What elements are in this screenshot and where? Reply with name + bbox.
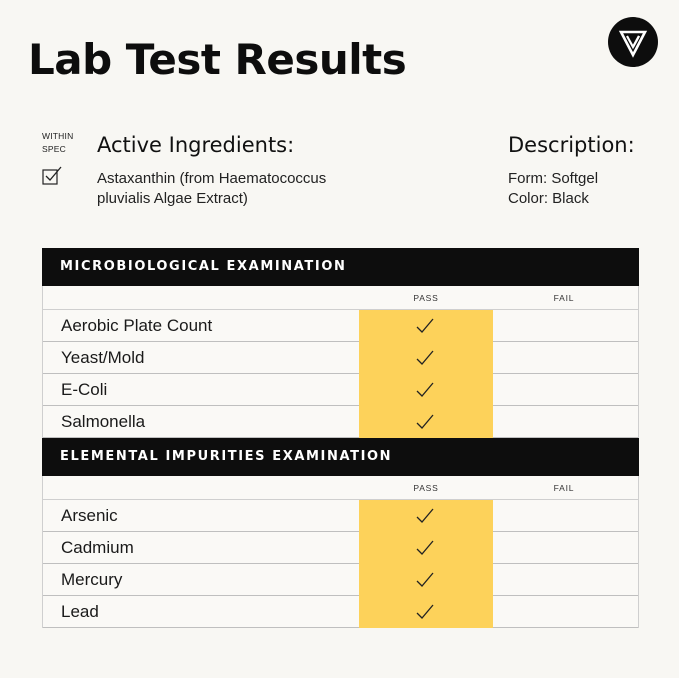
elemental-section (42, 438, 639, 628)
pass-cell (359, 564, 493, 596)
description-heading: Description: (508, 133, 635, 157)
page-title: Lab Test Results (28, 35, 407, 84)
microbiological-section (42, 248, 639, 438)
test-name: Cadmium (61, 538, 134, 557)
test-name: Yeast/Mold (61, 348, 145, 367)
checkbox-checked-icon (42, 165, 64, 190)
checkmark-icon (416, 382, 434, 398)
table-row (43, 500, 638, 532)
within-spec-label: WITHIN SPEC (42, 131, 74, 154)
checkmark-icon (416, 318, 434, 334)
test-name: Aerobic Plate Count (61, 316, 213, 335)
fail-column-label: FAIL (553, 293, 575, 303)
pass-cell (359, 500, 493, 532)
description-form: Form: Softgel (508, 170, 599, 187)
pass-column-label: PASS (413, 293, 439, 303)
pass-cell (359, 532, 493, 564)
table-row (43, 310, 638, 342)
checkmark-icon (416, 572, 434, 588)
brand-logo-icon (608, 17, 658, 67)
fail-cell (493, 564, 638, 596)
checkmark-icon (416, 508, 434, 524)
pass-column-label: PASS (413, 483, 439, 493)
table-row (43, 342, 638, 374)
fail-cell (493, 342, 638, 374)
table-row (43, 596, 638, 628)
results-table (42, 476, 639, 628)
test-name: E-Coli (61, 380, 108, 399)
fail-cell (493, 310, 638, 342)
active-ingredients-text: Astaxanthin (from Haematococcus pluvialis Algae Extract) (97, 170, 327, 207)
checkmark-icon (416, 414, 434, 430)
fail-cell (493, 532, 638, 564)
section-header: MICROBIOLOGICAL EXAMINATION (42, 248, 639, 286)
table-row (43, 406, 638, 438)
table-header-row (43, 476, 638, 500)
table-header-row (43, 286, 638, 310)
results-table (42, 286, 639, 438)
fail-column-label: FAIL (553, 483, 575, 493)
checkmark-icon (416, 604, 434, 620)
fail-cell (493, 500, 638, 532)
table-row (43, 564, 638, 596)
test-name: Arsenic (61, 506, 118, 525)
checkmark-icon (416, 350, 434, 366)
test-name: Salmonella (61, 412, 146, 431)
description-color: Color: Black (508, 190, 589, 207)
pass-cell (359, 406, 493, 438)
pass-cell (359, 374, 493, 406)
pass-cell (359, 310, 493, 342)
table-row (43, 532, 638, 564)
test-name: Mercury (61, 570, 123, 589)
fail-cell (493, 596, 638, 628)
pass-cell (359, 342, 493, 374)
pass-cell (359, 596, 493, 628)
fail-cell (493, 374, 638, 406)
test-name: Lead (61, 602, 99, 621)
fail-cell (493, 406, 638, 438)
active-ingredients-heading: Active Ingredients: (97, 133, 295, 157)
checkmark-icon (416, 540, 434, 556)
table-row (43, 374, 638, 406)
section-header: ELEMENTAL IMPURITIES EXAMINATION (42, 438, 639, 476)
